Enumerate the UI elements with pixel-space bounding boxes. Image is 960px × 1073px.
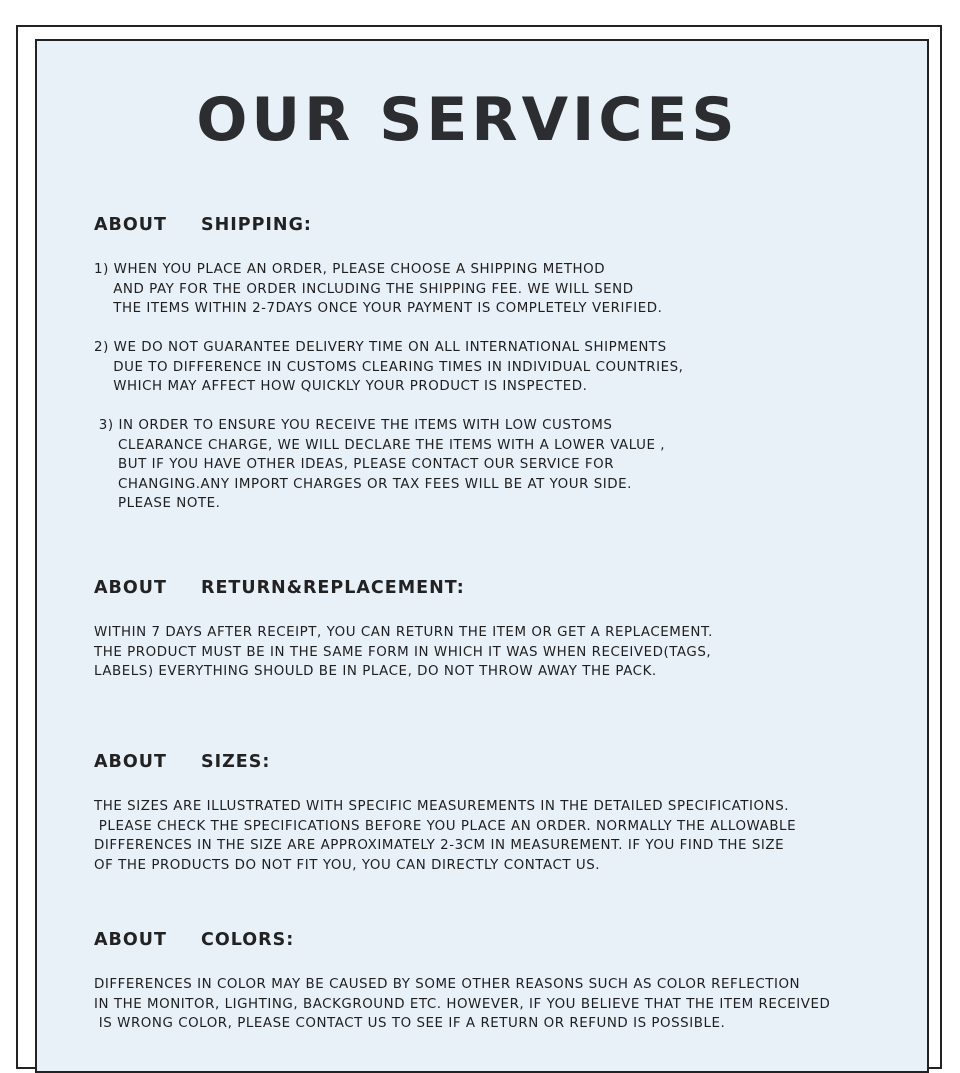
shipping-item-3-line: PLEASE NOTE. bbox=[94, 496, 221, 511]
shipping-heading-topic: SHIPPING: bbox=[201, 215, 312, 235]
returns-heading bbox=[94, 577, 465, 599]
returns-heading-prefix: ABOUT bbox=[94, 578, 167, 598]
returns-heading-topic: RETURN&REPLACEMENT: bbox=[201, 578, 465, 598]
shipping-item-3-line: CLEARANCE CHARGE, WE WILL DECLARE THE ITEMS WITH A LOWER VALUE , bbox=[94, 437, 666, 453]
colors-heading-prefix: ABOUT bbox=[94, 930, 167, 950]
shipping-item-2-line: 2) WE DO NOT GUARANTEE DELIVERY TIME ON ALL INTERNATIONAL SHIPMENTS bbox=[94, 340, 667, 355]
returns-paragraph bbox=[94, 623, 713, 682]
shipping-heading bbox=[94, 214, 312, 236]
colors-heading-topic: COLORS: bbox=[201, 930, 295, 950]
sizes-heading bbox=[94, 751, 270, 773]
colors-paragraph bbox=[94, 975, 830, 1034]
colors-line: IN THE MONITOR, LIGHTING, BACKGROUND ETC. HOWEVER, IF YOU BELIEVE THAT THE ITEM RECEIVED bbox=[94, 996, 831, 1012]
shipping-item-3 bbox=[94, 416, 665, 514]
page-title: OUR SERVICES bbox=[196, 85, 739, 155]
services-panel bbox=[35, 39, 929, 1073]
shipping-heading-prefix: ABOUT bbox=[94, 215, 167, 235]
sizes-line: OF THE PRODUCTS DO NOT FIT YOU, YOU CAN DIRECTLY CONTACT US. bbox=[94, 857, 601, 873]
shipping-item-3-line: 3) IN ORDER TO ENSURE YOU RECEIVE THE ITEMS WITH LOW CUSTOMS bbox=[94, 418, 613, 433]
sizes-line: THE SIZES ARE ILLUSTRATED WITH SPECIFIC MEASUREMENTS IN THE DETAILED SPECIFICATIONS. bbox=[94, 799, 790, 814]
shipping-item-1-line: AND PAY FOR THE ORDER INCLUDING THE SHIPPING FEE. WE WILL SEND bbox=[94, 281, 634, 297]
sizes-paragraph bbox=[94, 797, 796, 875]
sizes-heading-topic: SIZES: bbox=[201, 752, 271, 772]
returns-line: LABELS) EVERYTHING SHOULD BE IN PLACE, DO NOT THROW AWAY THE PACK. bbox=[94, 664, 657, 679]
colors-line: IS WRONG COLOR, PLEASE CONTACT US TO SEE IF A RETURN OR REFUND IS POSSIBLE. bbox=[94, 1016, 726, 1031]
colors-line: DIFFERENCES IN COLOR MAY BE CAUSED BY SOME OTHER REASONS SUCH AS COLOR REFLECTION bbox=[94, 977, 801, 992]
shipping-item-1-line: 1) WHEN YOU PLACE AN ORDER, PLEASE CHOOSE A SHIPPING METHOD bbox=[94, 262, 606, 277]
shipping-item-3-line: BUT IF YOU HAVE OTHER IDEAS, PLEASE CONTACT OUR SERVICE FOR bbox=[94, 457, 615, 472]
colors-heading bbox=[94, 929, 294, 951]
shipping-item-3-line: CHANGING.ANY IMPORT CHARGES OR TAX FEES WILL BE AT YOUR SIDE. bbox=[94, 476, 632, 492]
sizes-line: DIFFERENCES IN THE SIZE ARE APPROXIMATELY 2-3CM IN MEASUREMENT. IF YOU FIND THE SIZE bbox=[94, 838, 785, 853]
shipping-item-1 bbox=[94, 260, 662, 319]
shipping-item-2-line: WHICH MAY AFFECT HOW QUICKLY YOUR PRODUCT IS INSPECTED. bbox=[94, 379, 588, 394]
returns-line: WITHIN 7 DAYS AFTER RECEIPT, YOU CAN RETURN THE ITEM OR GET A REPLACEMENT. bbox=[94, 625, 713, 640]
shipping-item-2 bbox=[94, 338, 683, 397]
returns-line: THE PRODUCT MUST BE IN THE SAME FORM IN WHICH IT WAS WHEN RECEIVED(TAGS, bbox=[94, 644, 712, 660]
shipping-item-1-line: THE ITEMS WITHIN 2-7DAYS ONCE YOUR PAYMENT IS COMPLETELY VERIFIED. bbox=[94, 301, 663, 316]
sizes-line: PLEASE CHECK THE SPECIFICATIONS BEFORE YOU PLACE AN ORDER. NORMALLY THE ALLOWABLE bbox=[94, 818, 797, 834]
sizes-heading-prefix: ABOUT bbox=[94, 752, 167, 772]
shipping-item-2-line: DUE TO DIFFERENCE IN CUSTOMS CLEARING TIMES IN INDIVIDUAL COUNTRIES, bbox=[94, 359, 684, 375]
